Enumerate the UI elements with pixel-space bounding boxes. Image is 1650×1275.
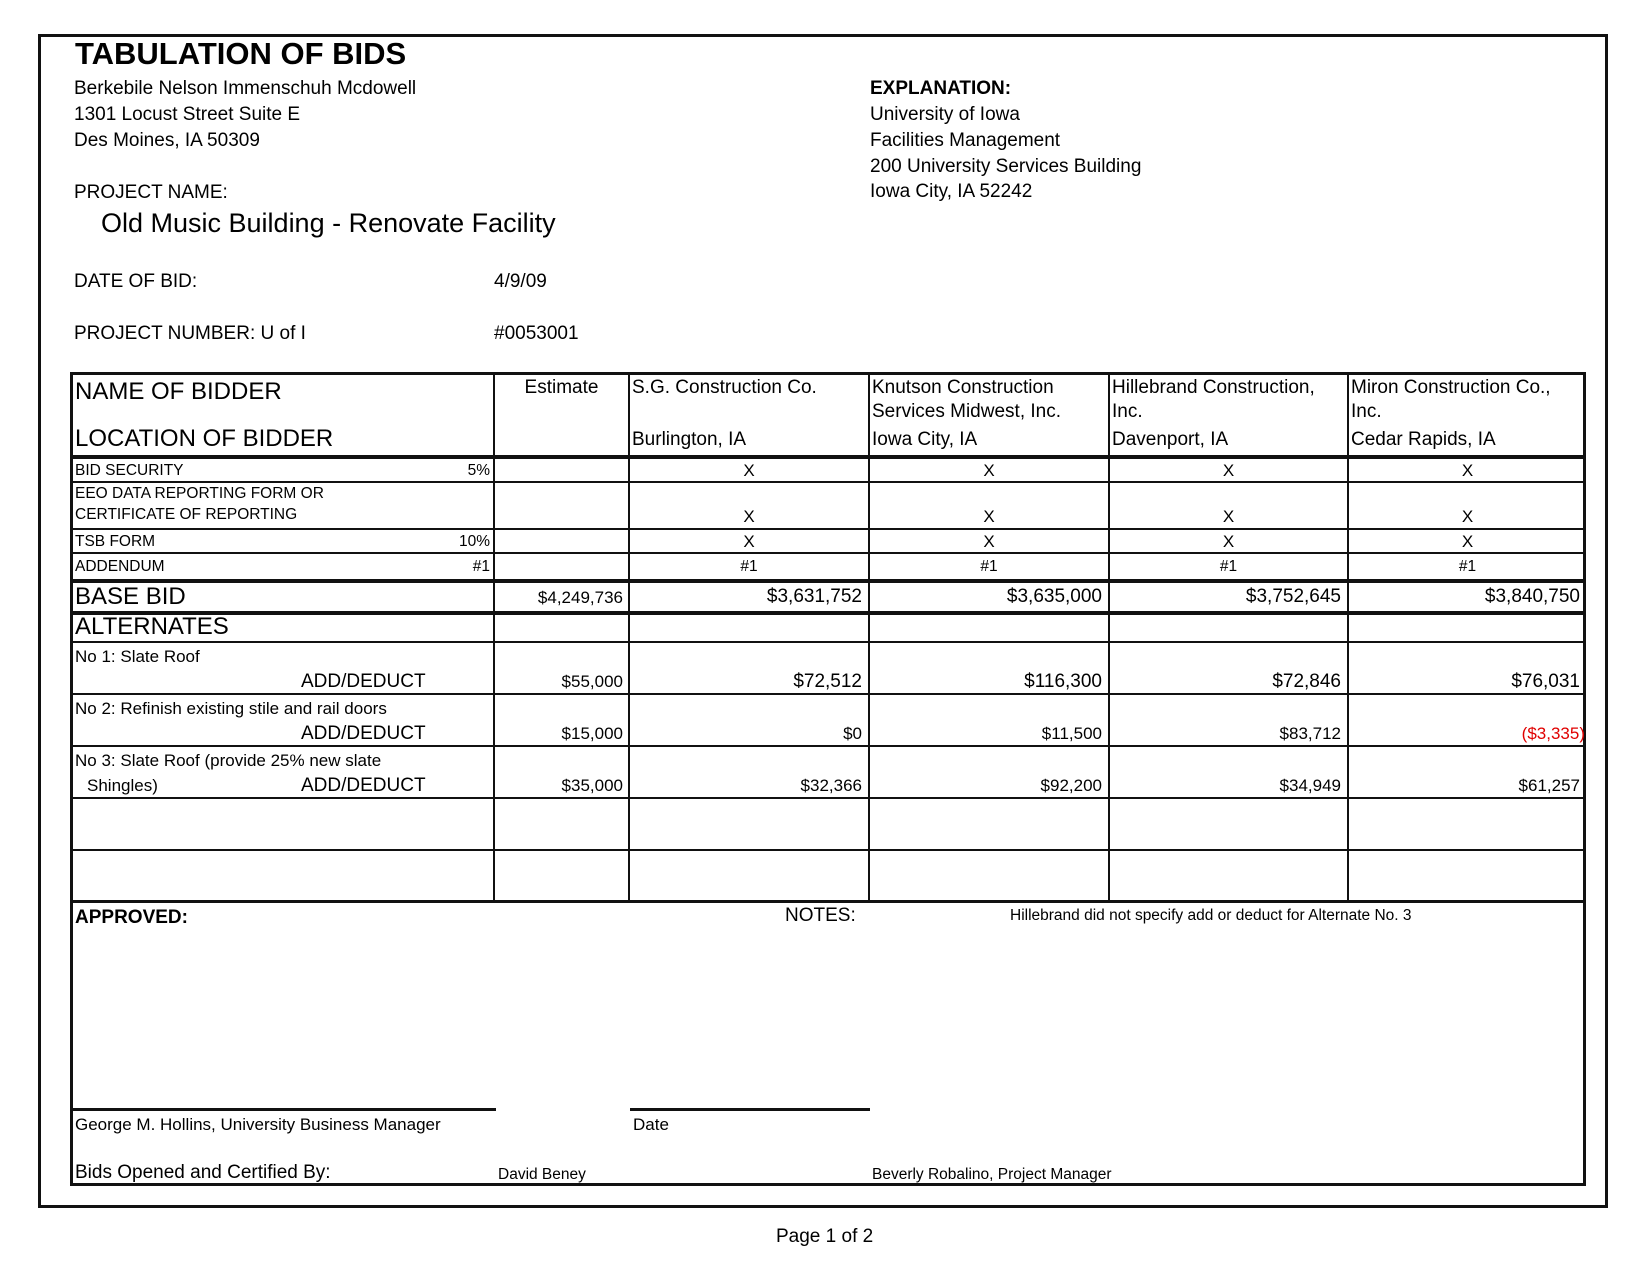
divider: [73, 611, 1583, 615]
explanation-line-3: 200 University Services Building: [870, 156, 1142, 177]
addendum-req: #1: [472, 558, 490, 575]
alternate-3-add-deduct: ADD/DEDUCT: [301, 775, 426, 796]
addendum-value: #1: [1219, 558, 1238, 575]
alternate-2-add-deduct: ADD/DEDUCT: [301, 723, 426, 744]
certified-label: Bids Opened and Certified By:: [75, 1162, 331, 1183]
divider: [73, 900, 1583, 903]
divider: [73, 849, 1583, 851]
alternate-2-estimate: $15,000: [561, 724, 623, 743]
tsb-form-req: 10%: [458, 533, 490, 550]
bidder-2-location: Iowa City, IA: [872, 429, 978, 450]
bidder-1-location: Burlington, IA: [632, 429, 747, 450]
date-of-bid-value: 4/9/09: [494, 271, 547, 292]
certifier-1: David Beney: [498, 1166, 586, 1183]
project-number-value: #0053001: [494, 323, 579, 344]
divider: [73, 528, 1583, 530]
bidder-2-name-2: Services Midwest, Inc.: [872, 401, 1061, 422]
addendum-label: ADDENDUM: [75, 558, 165, 575]
bidder-3-location: Davenport, IA: [1112, 429, 1229, 450]
alternate-1-value: $72,512: [793, 671, 862, 692]
base-bid-value: $3,635,000: [1006, 586, 1102, 607]
bidder-3-name-2: Inc.: [1112, 401, 1143, 422]
divider: [73, 552, 1583, 554]
bid-security-value: X: [743, 461, 755, 480]
project-name-label: PROJECT NAME:: [74, 182, 228, 203]
alternate-2-value: $83,712: [1279, 724, 1341, 743]
bidder-4-name-2: Inc.: [1351, 401, 1382, 422]
alternate-3-value: $34,949: [1279, 776, 1341, 795]
col-divider: [628, 375, 630, 902]
tsb-form-value: X: [743, 532, 755, 551]
bidder-1-name: S.G. Construction Co.: [632, 377, 817, 398]
alternate-2-value: $11,500: [1041, 724, 1102, 743]
explanation-line-1: University of Iowa: [870, 104, 1020, 125]
project-number-label: PROJECT NUMBER: U of I: [74, 323, 306, 344]
divider: [73, 579, 1583, 583]
alternate-2-value-negative: ($3,335): [1521, 724, 1585, 743]
bid-security-value: X: [1222, 461, 1235, 480]
divider: [73, 745, 1583, 747]
bidder-4-name: Miron Construction Co.,: [1351, 377, 1551, 398]
date-of-bid-label: DATE OF BID:: [74, 271, 198, 292]
name-of-bidder-label: NAME OF BIDDER: [75, 378, 282, 405]
col-divider: [868, 375, 870, 902]
bid-security-value: X: [983, 461, 995, 480]
alternate-1-desc: No 1: Slate Roof: [75, 647, 200, 666]
document-title: TABULATION OF BIDS: [75, 36, 407, 71]
col-divider: [1347, 375, 1349, 902]
signature-line: [73, 1108, 496, 1111]
tsb-form-value: X: [1222, 532, 1235, 551]
divider: [73, 481, 1583, 483]
signer-name: George M. Hollins, University Business Manager: [75, 1115, 441, 1134]
bid-security-label: BID SECURITY: [75, 462, 184, 479]
bidder-4-location: Cedar Rapids, IA: [1351, 429, 1496, 450]
divider: [73, 641, 1583, 643]
base-bid-estimate: $4,249,736: [537, 588, 623, 607]
alternate-3-estimate: $35,000: [561, 776, 623, 795]
alternate-1-add-deduct: ADD/DEDUCT: [301, 671, 426, 692]
bid-security-req: 5%: [467, 462, 490, 479]
alternate-3-value: $61,257: [1518, 776, 1580, 795]
eeo-label-2: CERTIFICATE OF REPORTING: [75, 506, 298, 523]
alternate-3-desc-2: Shingles): [87, 776, 158, 795]
alternate-3-value: $92,200: [1040, 776, 1102, 795]
architect-address-1: 1301 Locust Street Suite E: [74, 104, 301, 125]
explanation-label: EXPLANATION:: [870, 78, 1012, 99]
date-line: [630, 1108, 870, 1111]
alternate-1-estimate: $55,000: [561, 672, 623, 691]
notes-label: NOTES:: [785, 905, 856, 926]
eeo-value: X: [983, 507, 995, 526]
alternate-3-desc: No 3: Slate Roof (provide 25% new slate: [75, 751, 382, 770]
eeo-value: X: [1461, 507, 1474, 526]
alternate-3-value: $32,366: [800, 776, 862, 795]
approved-label: APPROVED:: [75, 907, 188, 928]
estimate-header: Estimate: [524, 377, 599, 398]
page-number: Page 1 of 2: [776, 1226, 874, 1247]
explanation-line-4: Iowa City, IA 52242: [870, 181, 1033, 202]
alternate-1-value: $72,846: [1272, 671, 1341, 692]
base-bid-value: $3,840,750: [1484, 586, 1580, 607]
architect-address-2: Des Moines, IA 50309: [74, 130, 260, 151]
divider: [73, 693, 1583, 695]
base-bid-label: BASE BID: [75, 583, 186, 610]
base-bid-value: $3,631,752: [766, 586, 862, 607]
architect-name: Berkebile Nelson Immenschuh Mcdowell: [74, 78, 417, 99]
addendum-value: #1: [980, 558, 998, 575]
date-label: Date: [633, 1115, 669, 1134]
alternates-label: ALTERNATES: [75, 613, 229, 640]
eeo-value: X: [743, 507, 755, 526]
alternate-2-desc: No 2: Refinish existing stile and rail doors: [75, 699, 387, 718]
alternate-2-value: $0: [843, 724, 862, 743]
addendum-value: #1: [740, 558, 758, 575]
eeo-value: X: [1222, 507, 1235, 526]
explanation-line-2: Facilities Management: [870, 130, 1061, 151]
divider: [73, 455, 1583, 459]
col-divider: [493, 375, 495, 902]
tsb-form-value: X: [983, 532, 995, 551]
bidder-3-name: Hillebrand Construction,: [1112, 377, 1315, 398]
eeo-label: EEO DATA REPORTING FORM OR: [75, 485, 324, 502]
tsb-form-value: X: [1461, 532, 1474, 551]
project-name: Old Music Building - Renovate Facility: [101, 208, 556, 238]
bid-table: [70, 372, 1586, 1186]
notes-text: Hillebrand did not specify add or deduct for Alternate No. 3: [1010, 907, 1412, 924]
alternate-1-value: $116,300: [1024, 671, 1102, 692]
divider: [73, 797, 1583, 799]
addendum-value: #1: [1458, 558, 1477, 575]
base-bid-value: $3,752,645: [1245, 586, 1341, 607]
col-divider: [1108, 375, 1110, 902]
location-of-bidder-label: LOCATION OF BIDDER: [75, 425, 334, 452]
bidder-2-name: Knutson Construction: [872, 377, 1054, 398]
alternate-1-value: $76,031: [1511, 671, 1580, 692]
certifier-2: Beverly Robalino, Project Manager: [872, 1166, 1112, 1183]
tsb-form-label: TSB FORM: [75, 533, 156, 550]
bid-security-value: X: [1461, 461, 1474, 480]
